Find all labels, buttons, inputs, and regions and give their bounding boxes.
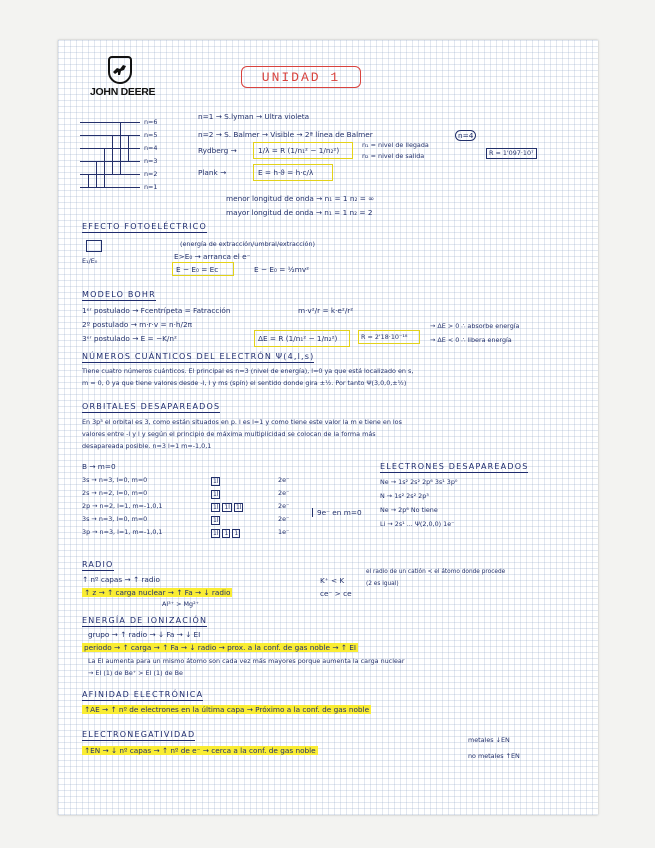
orbital-box (210, 515, 221, 525)
lyman-line: n=1 → S.lyman → Ultra violeta (198, 112, 310, 121)
deer-icon (108, 56, 132, 84)
logo-text: JOHN DEERE (90, 86, 156, 98)
radio-line-2: ↑ z → ↑ carga nuclear → ↑ Fa → ↓ radio (84, 588, 231, 597)
orbital-cell: 1l (213, 517, 219, 524)
orbital-box (210, 476, 221, 486)
balmer-line: n=2 → S. Balmer → Visible → 2ª línea de Balmer (198, 130, 373, 139)
ionization-periodo: periodo → ↑ carga → ↑ Fa → ↓ radio → prox. a la conf. de gas noble → ↑ EI (84, 643, 356, 652)
orbital-row-electrons: 2e⁻ (278, 476, 290, 484)
photo-formula: E − E₀ = Eᴄ (176, 265, 219, 274)
level-label: n=4 (144, 144, 158, 152)
radio-note: el radio de un catión < el átomo donde procede (366, 569, 506, 575)
electron-row: Ne → 1s² 2s² 2p⁶ 3s¹ 3p⁰ (380, 478, 458, 486)
orbital-cell: 1l (235, 504, 242, 511)
metal-note: metales ↓EN (468, 736, 510, 744)
orbital-row-label: 3p → n=3, l=1, m=-1,0,1 (82, 528, 163, 536)
libera: → ΔE < 0 ∴ libera energía (430, 336, 512, 344)
quantum-line-1: Tiene cuatro números cuánticos. El principal es n=3 (nivel de energía), l=0 ya que está localizado en s, (82, 367, 414, 375)
orbital-row-label: 2p → n=2, l=1, m=-1,0,1 (82, 502, 163, 510)
quantum-line-2: m = 0, 0 ya que tiene valores desde -l, l y ms (spín) el sentido donde gira ±½. Por tanto Ψ(3,0,0,±½) (82, 379, 407, 387)
bohr-p1-formula: m·v²/r = k·e²/r² (298, 306, 354, 315)
rydberg-formula: 1/λ = R (1/n₁² − 1/n₂²) (258, 146, 340, 155)
radio-comp-2: ce⁻ > ce (320, 589, 352, 598)
orbital-box (210, 528, 241, 538)
orbital-row-electrons: 2e⁻ (278, 489, 290, 497)
electron-row: Li → 2s¹ ... Ψ(2,0,0) 1e⁻ (380, 520, 455, 528)
n1-note: n₁ = nivel de llegada (362, 141, 429, 149)
orbital-box (210, 502, 244, 512)
n2-note: n₂ = nivel de salida (362, 152, 425, 160)
level-label: n=3 (144, 157, 158, 165)
plank-label: Plank → (198, 168, 227, 177)
orbital-cell: 1l (224, 504, 230, 511)
photo-formula-2: E − E₀ = ½mv² (254, 265, 310, 274)
orbital-row-electrons: 1e⁻ (278, 528, 290, 536)
orbital-cell: 1 (224, 530, 229, 537)
section-heading: ORBITALES DESAPAREADOS (82, 402, 221, 411)
plank-formula: E = h·ϑ = h·c/λ (258, 168, 314, 177)
photo-condition: E>E₀ → arranca el e⁻ (174, 252, 251, 261)
level-label: n=1 (144, 183, 158, 191)
orbital-cell: 1 (234, 530, 239, 537)
level-label: n=2 (144, 170, 158, 178)
photo-side-label: E₁/E₀ (82, 257, 98, 265)
orbital-row-electrons: 2e⁻ (278, 515, 290, 523)
orbital-cell: 1l (213, 530, 219, 537)
unpaired-line-2: valores entre -l y l y según el principio de máxima multiplicidad se colocan de la forma más (82, 430, 376, 438)
electron-row: N → 1s² 2s² 2p³ (380, 492, 429, 500)
orbital-cell: 1l (213, 478, 219, 485)
section-heading: NÚMEROS CUÁNTICOS DEL ELECTRÓN Ψ(4,l,s) (82, 352, 315, 361)
case-b: B → m=0 (82, 462, 116, 471)
nonmetal-note: no metales ↑EN (468, 752, 520, 760)
radio-line-1: ↑ nº capas → ↑ radio (82, 575, 160, 584)
ionization-grupo: grupo → ↑ radio → ↓ Fa → ↓ EI (88, 630, 201, 639)
min-wavelength: menor longitud de onda → n₁ = 1 n₂ = ∞ (226, 194, 375, 203)
notebook-page (58, 40, 598, 815)
orbital-cell: 1l (213, 504, 219, 511)
brand-logo (90, 56, 160, 106)
balmer-tag: n=4 (455, 130, 476, 141)
orbital-row-label: 3s → n=3, l=0, m=0 (82, 515, 148, 523)
unit-title: UNIDAD 1 (241, 66, 361, 88)
ionization-line-4: → EI (1) de Be⁺ > EI (1) de Be (88, 669, 183, 677)
orbital-row-label: 3s → n=3, l=0, m=0 (82, 476, 148, 484)
orbital-row-electrons: 2e⁻ (278, 502, 290, 510)
bohr-postulate-1: 1ᵉʳ postulado → Fcentrípeta = Fatracción (82, 306, 231, 315)
orbital-cell: 1l (213, 491, 219, 498)
rydberg-label: Rydberg → (198, 146, 237, 155)
ionization-line-3: La EI aumenta para un mismo átomo son cada vez más mayores porque aumenta la carga nuclear (88, 657, 405, 665)
section-heading: AFINIDAD ELECTRÓNICA (82, 690, 204, 699)
radio-ions: Al³⁺ > Mg²⁺ (162, 600, 200, 608)
max-wavelength: mayor longitud de onda → n₁ = 1 n₂ = 2 (226, 208, 373, 217)
section-heading: MODELO BOHR (82, 290, 156, 299)
unpaired-line-1: En 3p³ el orbital es 3, como están situados en p. l es l=1 y como tiene este valor la m e tiene en los (82, 418, 402, 426)
section-heading: RADIO (82, 560, 114, 569)
section-heading: ENERGÍA DE IONIZACIÓN (82, 616, 208, 625)
radio-note-2: (2 es igual) (366, 581, 399, 587)
bohr-delta-e: ΔE = R (1/n₁² − 1/n₂²) (258, 334, 338, 343)
orbital-row-label: 2s → n=2, l=0, m=0 (82, 489, 148, 497)
bohr-postulate-3: 3ᵉʳ postulado → E = −K/n² (82, 334, 177, 343)
bohr-r: R = 2'18·10⁻¹⁸ (361, 333, 408, 341)
section-heading: EFECTO FOTOELÉCTRICO (82, 222, 207, 231)
level-label: n=5 (144, 131, 158, 139)
unpaired-line-3: desapareada posible. n=3 l=1 m=-1,0,1 (82, 442, 212, 450)
photo-note: (energía de extracción/umbral/extracción) (180, 240, 315, 248)
bohr-postulate-2: 2º postulado → m·r·v = n·h/2π (82, 320, 193, 329)
radio-comp-1: K⁺ < K (320, 576, 345, 585)
absorbe: → ΔE > 0 ∴ absorbe energía (430, 322, 520, 330)
electron-row: Ne → 2p⁶ No tiene (380, 506, 438, 514)
orbital-box (210, 489, 221, 499)
affinity-line: ↑AE → ↑ nº de electrones en la última capa → Próximo a la conf. de gas noble (84, 705, 370, 714)
section-heading: ELECTRONES DESAPAREADOS (380, 462, 529, 471)
r-value: R = 1'097·10⁷ (486, 148, 537, 159)
metal-plate-icon (86, 240, 102, 252)
electroneg-line: ↑EN → ↓ nº capas → ↑ nº de e⁻ → cerca a la conf. de gas noble (84, 746, 316, 755)
section-heading: ELECTRONEGATIVIDAD (82, 730, 196, 739)
brace-note: 9e⁻ en m=0 (312, 508, 362, 517)
level-label: n=6 (144, 118, 158, 126)
